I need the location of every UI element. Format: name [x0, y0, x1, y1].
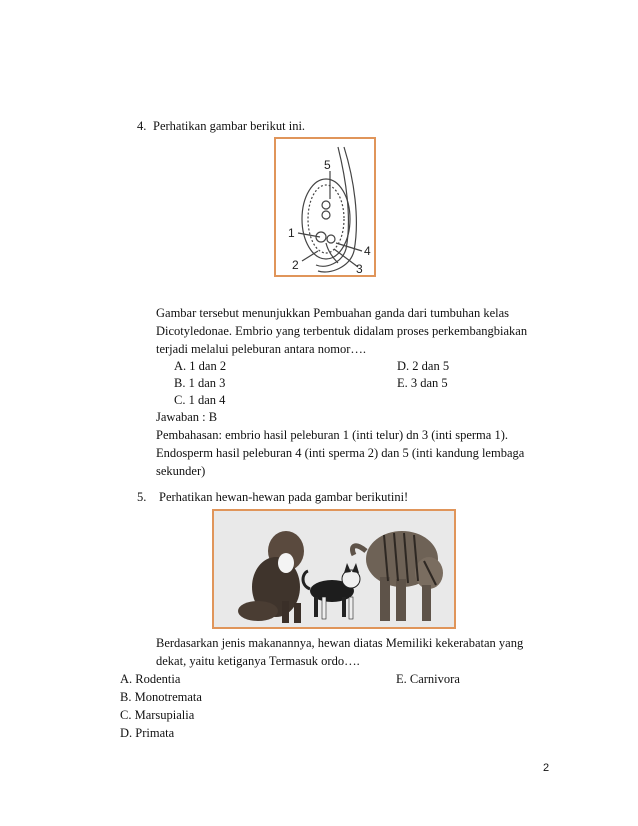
q5-desc-line-2: dekat, yaitu ketiganya Termasuk ordo…. [156, 654, 360, 668]
q4-explanation-line-1: Pembahasan: embrio hasil peleburan 1 (inti telur) dn 3 (inti sperma 1). [156, 428, 508, 442]
q4-desc-line-3: terjadi melalui peleburan antara nomor…. [156, 342, 366, 356]
q4-option-b[interactable]: B. 1 dan 3 [174, 376, 226, 390]
ovule-diagram [276, 139, 374, 275]
q5-figure [212, 509, 456, 629]
label-5: 5 [324, 158, 331, 172]
q5-option-e[interactable]: E. Carnivora [396, 672, 460, 686]
q4-number: 4. [137, 119, 147, 133]
q5-number: 5. [137, 490, 147, 504]
q4-option-e[interactable]: E. 3 dan 5 [397, 376, 448, 390]
q4-explanation-line-2: Endosperm hasil peleburan 4 (inti sperma 2) dan 5 (inti kandung lembaga [156, 446, 525, 460]
q4-desc-line-1: Gambar tersebut menunjukkan Pembuahan ganda dari tumbuhan kelas [156, 306, 510, 320]
q5-option-d[interactable]: D. Primata [120, 726, 175, 740]
synergid [327, 235, 335, 243]
q5-option-b[interactable]: B. Monotremata [120, 690, 202, 704]
q4-option-c[interactable]: C. 1 dan 4 [174, 393, 226, 407]
animals-illustration [214, 511, 454, 627]
label-line-2 [302, 251, 318, 261]
polar-nucleus-bottom [322, 211, 330, 219]
q4-desc-line-2: Dicotyledonae. Embrio yang terbentuk didalam proses perkembangbiakan [156, 324, 528, 338]
label-3: 3 [356, 262, 363, 275]
q5-prompt: Perhatikan hewan-hewan pada gambar berikutini! [159, 490, 409, 504]
q5-option-c[interactable]: C. Marsupialia [120, 708, 195, 722]
ovary-wall [316, 147, 348, 266]
q5-option-a[interactable]: A. Rodentia [120, 672, 181, 686]
pollen-tube [326, 243, 338, 263]
label-4: 4 [364, 244, 371, 258]
q4-option-a[interactable]: A. 1 dan 2 [174, 359, 227, 373]
q4-option-d[interactable]: D. 2 dan 5 [397, 359, 450, 373]
label-1: 1 [288, 226, 295, 240]
page-number: 2 [543, 762, 550, 774]
q4-figure [274, 137, 376, 277]
label-line-4 [336, 243, 362, 251]
q4-answer: Jawaban : B [156, 410, 218, 424]
q4-explanation-line-3: sekunder) [156, 464, 206, 478]
polar-nucleus-top [322, 201, 330, 209]
q5-desc-line-1: Berdasarkan jenis makanannya, hewan diatas Memiliki kekerabatan yang [156, 636, 524, 650]
label-2: 2 [292, 258, 299, 272]
q4-prompt: Perhatikan gambar berikut ini. [153, 119, 306, 133]
